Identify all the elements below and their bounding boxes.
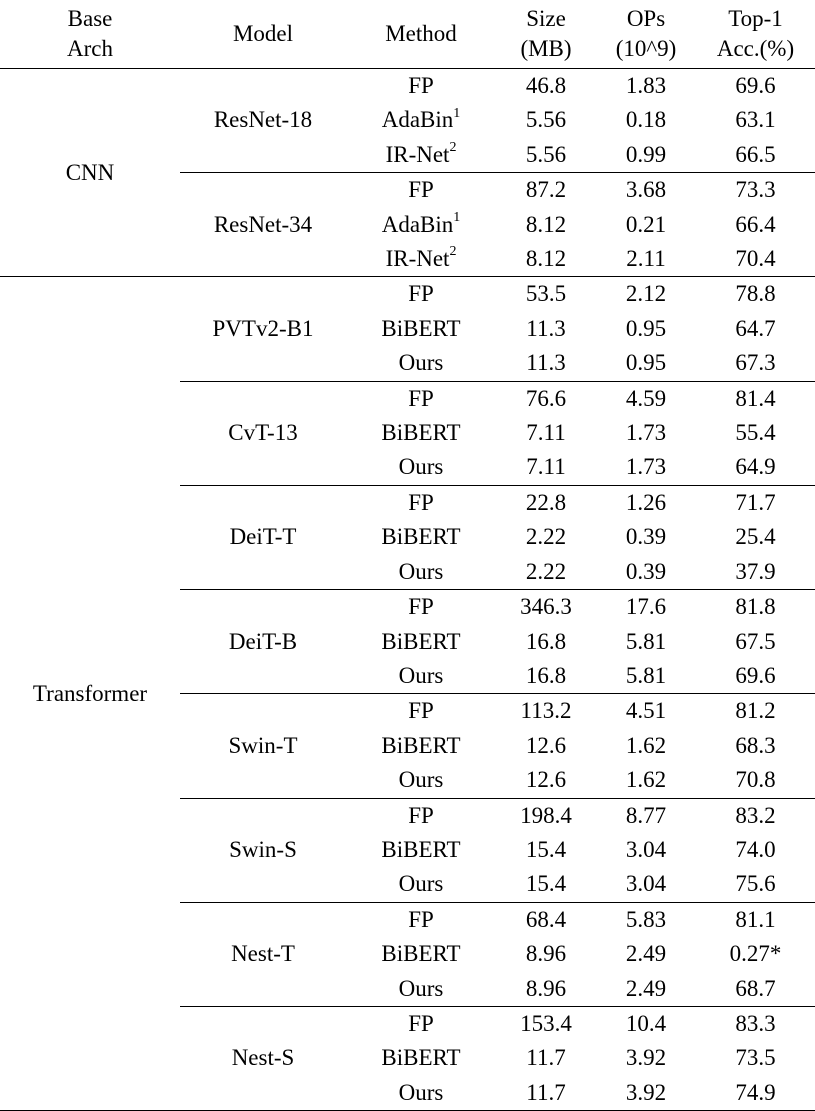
header-model: Model <box>232 21 294 46</box>
method-cell <box>346 346 496 381</box>
ops-cell: 2.12 <box>596 277 696 312</box>
method-cell <box>346 485 496 520</box>
method-cell <box>346 798 496 833</box>
method-label: FP <box>408 802 434 828</box>
ops-cell: 1.83 <box>596 69 696 104</box>
method-label: IR-Net <box>385 141 450 167</box>
table-header-row <box>0 0 815 69</box>
size-cell: 8.96 <box>525 941 567 967</box>
method-label: FP <box>408 698 434 724</box>
method-cell <box>346 972 496 1007</box>
method-label: Ours <box>398 454 444 480</box>
accuracy-cell: 74.0 <box>735 836 776 862</box>
accuracy-cell: 68.7 <box>735 975 776 1001</box>
method-label: AdaBin <box>381 211 454 237</box>
model-cell: ResNet-18 <box>180 69 346 173</box>
ops-cell: 5.81 <box>625 662 667 688</box>
method-cell <box>346 312 496 346</box>
size-cell: 15.4 <box>525 836 567 862</box>
size-cell: 16.8 <box>525 628 567 654</box>
header-accuracy: Top-1 Acc.(%) <box>716 6 795 61</box>
ops-cell: 17.6 <box>596 590 696 625</box>
table-body <box>0 69 815 1111</box>
method-label: Ours <box>398 975 444 1001</box>
header-ops: OPs (10^9) <box>615 6 677 61</box>
method-label: Ours <box>398 1079 444 1105</box>
method-footnote-marker: 1 <box>453 209 461 225</box>
accuracy-cell: 69.6 <box>735 662 776 688</box>
size-cell: 76.6 <box>496 381 596 416</box>
accuracy-cell: 83.2 <box>696 798 815 833</box>
ops-cell: 1.73 <box>625 454 667 480</box>
method-label: BiBERT <box>381 524 461 550</box>
method-cell <box>346 625 496 659</box>
size-cell: 346.3 <box>496 590 596 625</box>
method-cell <box>346 208 496 242</box>
accuracy-cell: 25.4 <box>735 524 776 550</box>
method-cell <box>346 659 496 694</box>
method-cell <box>346 416 496 450</box>
size-cell: 8.96 <box>525 975 567 1001</box>
accuracy-cell: 70.4 <box>735 246 776 272</box>
ops-cell: 3.04 <box>625 836 667 862</box>
accuracy-cell: 73.3 <box>696 173 815 208</box>
header-size: Size (MB) <box>520 6 572 61</box>
size-cell: 2.22 <box>525 558 567 584</box>
size-cell: 113.2 <box>496 694 596 729</box>
header-method: Method <box>385 21 457 46</box>
method-footnote-marker: 2 <box>449 140 457 156</box>
accuracy-cell: 78.8 <box>696 277 815 312</box>
size-cell: 7.11 <box>526 454 566 480</box>
ops-cell: 0.99 <box>625 141 667 167</box>
size-cell: 8.12 <box>525 211 567 237</box>
ops-cell: 0.95 <box>625 350 667 376</box>
accuracy-cell: 81.2 <box>696 694 815 729</box>
accuracy-cell: 81.4 <box>696 381 815 416</box>
accuracy-cell: 37.9 <box>735 558 776 584</box>
accuracy-cell: 67.3 <box>735 350 776 376</box>
method-label: FP <box>408 906 434 932</box>
size-cell: 12.6 <box>525 767 567 793</box>
table-row <box>0 69 815 104</box>
accuracy-cell: 66.5 <box>735 141 776 167</box>
method-label: FP <box>408 489 434 515</box>
size-cell: 68.4 <box>496 902 596 937</box>
size-cell: 12.6 <box>525 732 567 758</box>
method-label: FP <box>408 594 434 620</box>
method-label: BiBERT <box>381 732 461 758</box>
size-cell: 87.2 <box>496 173 596 208</box>
method-cell <box>346 729 496 763</box>
ops-cell: 2.49 <box>625 941 667 967</box>
ops-cell: 0.21 <box>625 211 667 237</box>
accuracy-cell: 69.6 <box>696 69 815 104</box>
method-label: BiBERT <box>381 628 461 654</box>
model-cell: PVTv2-B1 <box>180 277 346 381</box>
model-cell: DeiT-B <box>180 590 346 694</box>
ops-cell: 1.62 <box>625 767 667 793</box>
method-footnote-marker: 2 <box>449 244 457 260</box>
header-base-arch: Base Arch <box>67 6 113 61</box>
size-cell: 46.8 <box>496 69 596 104</box>
ops-cell: 5.81 <box>625 628 667 654</box>
method-cell <box>346 590 496 625</box>
model-cell: Nest-T <box>180 902 346 1006</box>
method-cell <box>346 555 496 590</box>
method-label: BiBERT <box>381 941 461 967</box>
method-cell <box>346 277 496 312</box>
accuracy-cell: 55.4 <box>735 420 776 446</box>
ops-cell: 8.77 <box>596 798 696 833</box>
base-arch-cell: CNN <box>0 69 180 277</box>
method-cell <box>346 69 496 104</box>
method-cell <box>346 381 496 416</box>
size-cell: 11.7 <box>526 1079 566 1105</box>
size-cell: 7.11 <box>526 420 566 446</box>
method-cell <box>346 902 496 937</box>
size-cell: 8.12 <box>525 246 567 272</box>
method-label: FP <box>408 281 434 307</box>
size-cell: 11.7 <box>526 1045 566 1071</box>
accuracy-cell: 64.9 <box>735 454 776 480</box>
size-cell: 5.56 <box>525 141 567 167</box>
model-cell: Swin-T <box>180 694 346 798</box>
method-label: Ours <box>398 871 444 897</box>
accuracy-cell: 70.8 <box>735 767 776 793</box>
accuracy-cell: 81.8 <box>696 590 815 625</box>
method-footnote-marker: 1 <box>453 105 461 121</box>
method-label: FP <box>408 73 434 98</box>
base-arch-cell: Transformer <box>0 277 180 1111</box>
size-cell: 11.3 <box>526 350 566 376</box>
model-cell: DeiT-T <box>180 485 346 589</box>
accuracy-cell: 74.9 <box>735 1079 776 1105</box>
size-cell: 153.4 <box>496 1006 596 1041</box>
method-cell <box>346 138 496 173</box>
size-cell: 16.8 <box>525 662 567 688</box>
method-cell <box>346 867 496 902</box>
ops-cell: 5.83 <box>596 902 696 937</box>
size-cell: 53.5 <box>496 277 596 312</box>
ops-cell: 1.73 <box>625 420 667 446</box>
ops-cell: 1.62 <box>625 732 667 758</box>
ops-cell: 0.95 <box>625 315 667 341</box>
method-cell <box>346 1076 496 1111</box>
method-cell <box>346 763 496 798</box>
method-label: Ours <box>398 350 444 376</box>
method-label: FP <box>408 385 434 411</box>
model-cell: CvT-13 <box>180 381 346 485</box>
accuracy-cell: 63.1 <box>735 107 776 133</box>
table-row <box>0 277 815 312</box>
ops-cell: 0.39 <box>625 524 667 550</box>
accuracy-cell: 67.5 <box>735 628 776 654</box>
size-cell: 11.3 <box>526 315 566 341</box>
model-cell: ResNet-34 <box>180 173 346 277</box>
method-label: AdaBin <box>381 107 454 133</box>
ops-cell: 0.18 <box>625 107 667 133</box>
model-cell: Nest-S <box>180 1006 346 1110</box>
method-label: BiBERT <box>381 836 461 862</box>
size-cell: 2.22 <box>525 524 567 550</box>
method-cell <box>346 173 496 208</box>
method-cell <box>346 1006 496 1041</box>
size-cell: 22.8 <box>496 485 596 520</box>
accuracy-cell: 64.7 <box>735 315 776 341</box>
method-cell <box>346 694 496 729</box>
size-cell: 5.56 <box>525 107 567 133</box>
method-cell <box>346 520 496 554</box>
method-label: IR-Net <box>385 246 450 272</box>
method-label: Ours <box>398 767 444 793</box>
accuracy-cell: 71.7 <box>696 485 815 520</box>
method-cell <box>346 450 496 485</box>
method-label: BiBERT <box>381 420 461 446</box>
ops-cell: 0.39 <box>625 558 667 584</box>
size-cell: 198.4 <box>496 798 596 833</box>
method-label: FP <box>408 1010 434 1036</box>
ops-cell: 3.04 <box>625 871 667 897</box>
accuracy-cell: 75.6 <box>735 871 776 897</box>
ops-cell: 1.26 <box>596 485 696 520</box>
accuracy-cell: 0.27* <box>729 941 782 967</box>
method-label: Ours <box>398 662 444 688</box>
accuracy-cell: 68.3 <box>735 732 776 758</box>
method-cell <box>346 937 496 971</box>
ops-cell: 3.92 <box>625 1045 667 1071</box>
model-cell: Swin-S <box>180 798 346 902</box>
method-cell <box>346 103 496 137</box>
ops-cell: 2.49 <box>625 975 667 1001</box>
ops-cell: 10.4 <box>596 1006 696 1041</box>
accuracy-cell: 66.4 <box>735 211 776 237</box>
method-label: Ours <box>398 558 444 584</box>
method-cell <box>346 833 496 867</box>
method-cell <box>346 1041 496 1075</box>
ops-cell: 2.11 <box>626 246 666 272</box>
accuracy-cell: 73.5 <box>735 1045 776 1071</box>
size-cell: 15.4 <box>525 871 567 897</box>
ops-cell: 4.59 <box>596 381 696 416</box>
accuracy-cell: 83.3 <box>696 1006 815 1041</box>
ops-cell: 3.92 <box>625 1079 667 1105</box>
method-label: BiBERT <box>381 1045 461 1071</box>
ops-cell: 3.68 <box>596 173 696 208</box>
method-cell <box>346 242 496 277</box>
ops-cell: 4.51 <box>596 694 696 729</box>
accuracy-cell: 81.1 <box>696 902 815 937</box>
method-label: FP <box>408 177 434 203</box>
method-label: BiBERT <box>381 315 461 341</box>
